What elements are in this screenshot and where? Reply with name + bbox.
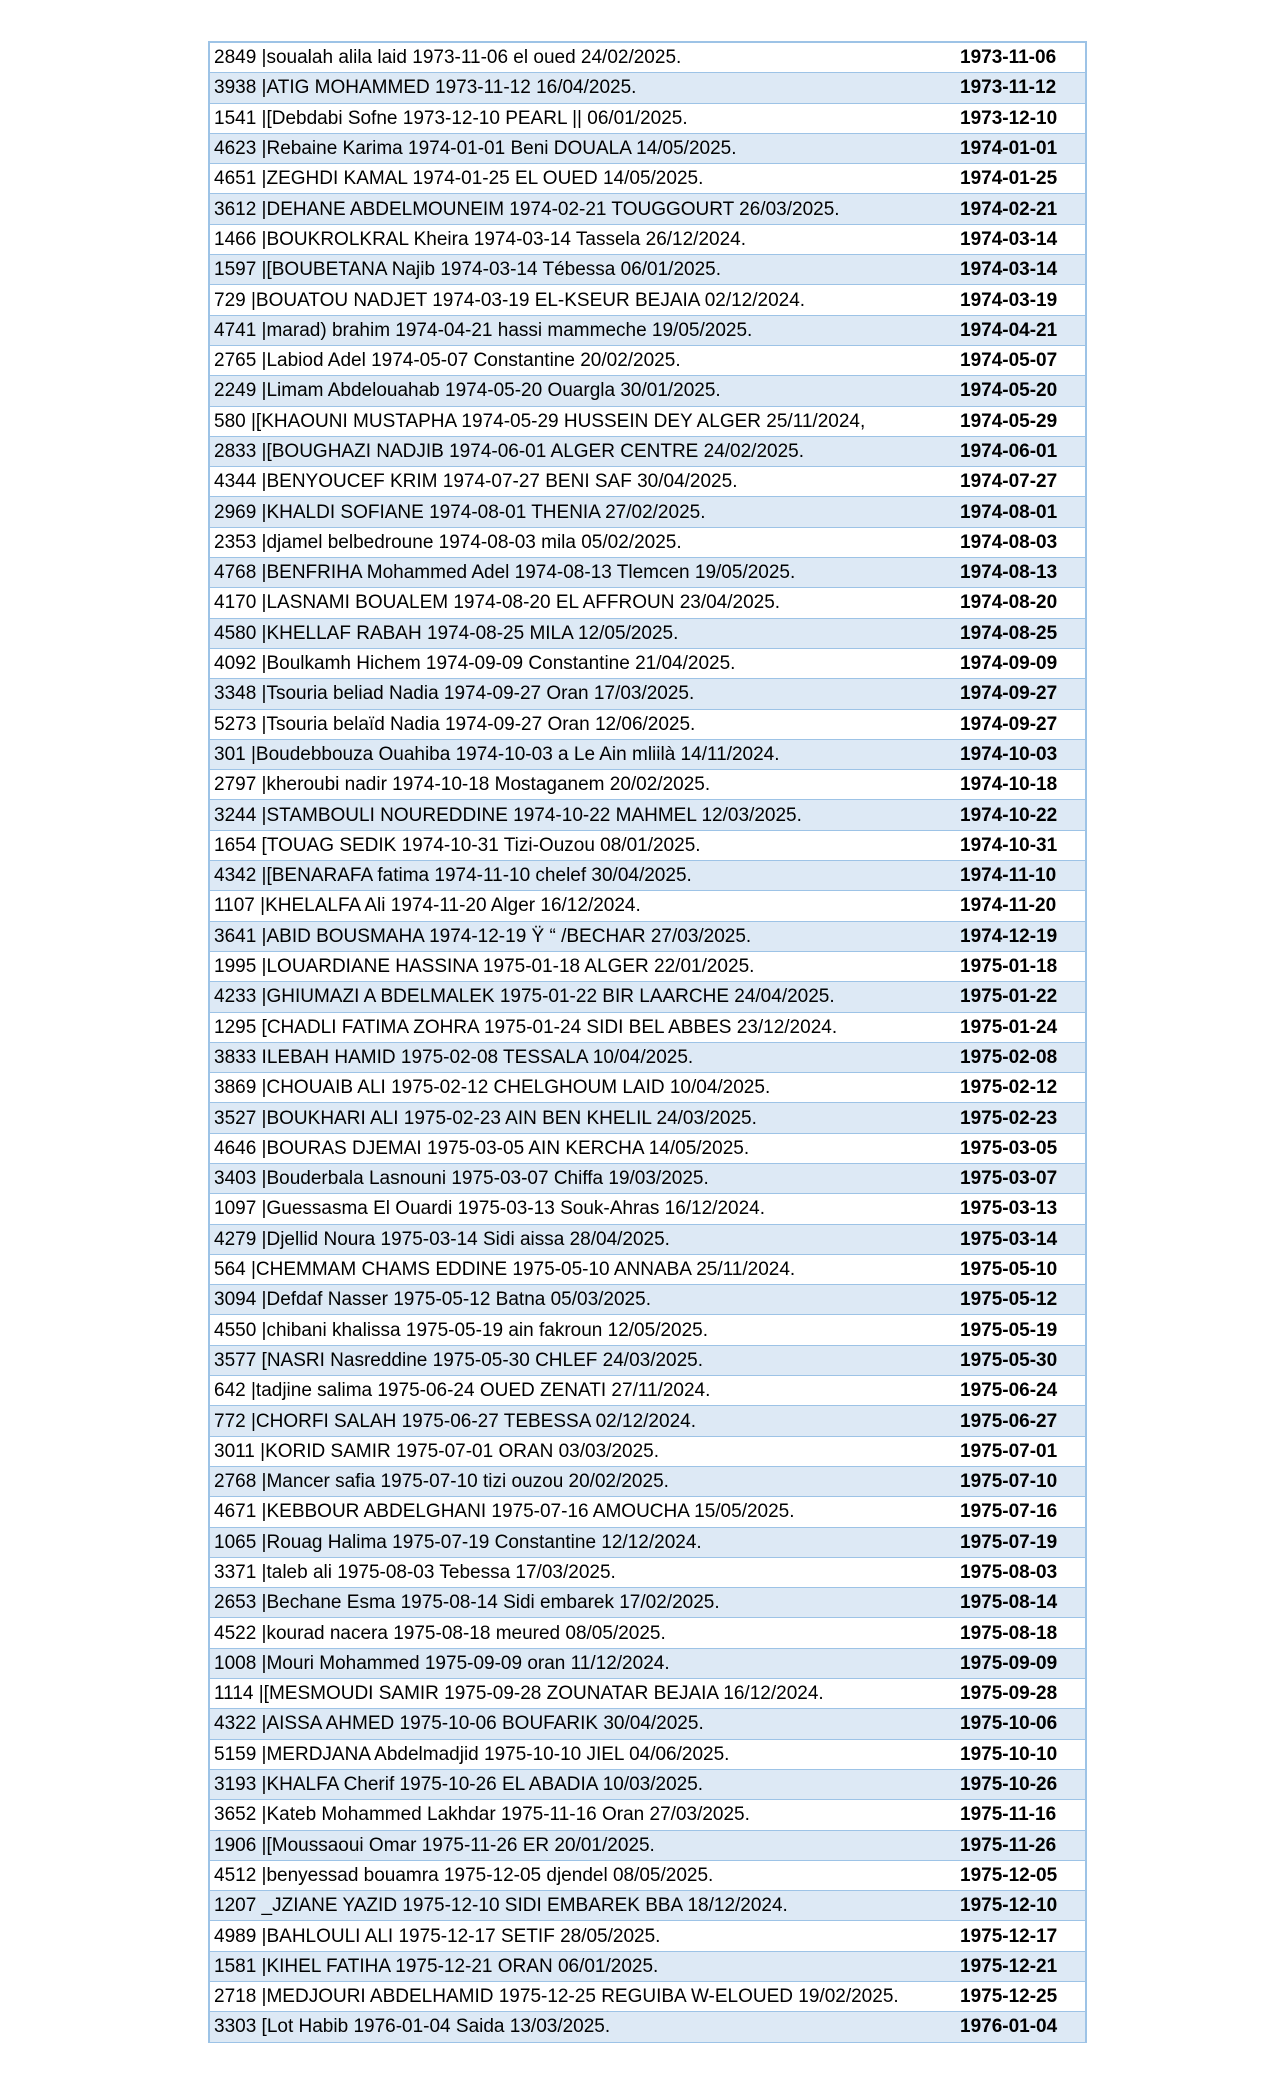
date-cell: 1973-11-12 xyxy=(954,73,1085,103)
date-cell: 1974-05-07 xyxy=(954,345,1085,375)
table-row xyxy=(210,1830,1085,1860)
record-cell: 4092 |Boulkamh Hichem 1974-09-09 Constantine 21/04/2025. xyxy=(210,648,954,678)
record-cell: 3869 |CHOUAIB ALI 1975-02-12 CHELGHOUM LAID 10/04/2025. xyxy=(210,1073,954,1103)
table-row xyxy=(210,921,1085,951)
record-cell: 4741 |marad) brahim 1974-04-21 hassi mammeche 19/05/2025. xyxy=(210,315,954,345)
record-cell: 2849 |soualah alila laid 1973-11-06 el oued 24/02/2025. xyxy=(210,43,954,73)
date-cell: 1975-12-25 xyxy=(954,1982,1085,2012)
record-cell: 5159 |MERDJANA Abdelmadjid 1975-10-10 JIEL 04/06/2025. xyxy=(210,1739,954,1769)
date-cell: 1975-01-22 xyxy=(954,982,1085,1012)
table-row xyxy=(210,1073,1085,1103)
date-cell: 1975-06-24 xyxy=(954,1376,1085,1406)
table-row xyxy=(210,648,1085,678)
record-cell: 1466 |BOUKROLKRAL Kheira 1974-03-14 Tassela 26/12/2024. xyxy=(210,224,954,254)
record-cell: 1906 |[Moussaoui Omar 1975-11-26 ER 20/01/2025. xyxy=(210,1830,954,1860)
record-cell: 1597 |[BOUBETANA Najib 1974-03-14 Tébessa 06/01/2025. xyxy=(210,255,954,285)
record-cell: 2797 |kheroubi nadir 1974-10-18 Mostaganem 20/02/2025. xyxy=(210,770,954,800)
record-cell: 3833 ILEBAH HAMID 1975-02-08 TESSALA 10/04/2025. xyxy=(210,1042,954,1072)
record-cell: 4671 |KEBBOUR ABDELGHANI 1975-07-16 AMOUCHA 15/05/2025. xyxy=(210,1497,954,1527)
record-cell: 1207 _JZIANE YAZID 1975-12-10 SIDI EMBAREK BBA 18/12/2024. xyxy=(210,1891,954,1921)
date-cell: 1974-08-20 xyxy=(954,588,1085,618)
table-row xyxy=(210,1497,1085,1527)
date-cell: 1975-02-23 xyxy=(954,1103,1085,1133)
record-cell: 1654 [TOUAG SEDIK 1974-10-31 Tizi-Ouzou 08/01/2025. xyxy=(210,830,954,860)
date-cell: 1974-01-25 xyxy=(954,164,1085,194)
table-row xyxy=(210,133,1085,163)
table-row xyxy=(210,1800,1085,1830)
record-cell: 1008 |Mouri Mohammed 1975-09-09 oran 11/12/2024. xyxy=(210,1648,954,1678)
date-cell: 1973-12-10 xyxy=(954,103,1085,133)
table-row xyxy=(210,1891,1085,1921)
date-cell: 1974-09-27 xyxy=(954,709,1085,739)
record-cell: 4623 |Rebaine Karima 1974-01-01 Beni DOUALA 14/05/2025. xyxy=(210,133,954,163)
record-cell: 4768 |BENFRIHA Mohammed Adel 1974-08-13 Tlemcen 19/05/2025. xyxy=(210,558,954,588)
record-cell: 2765 |Labiod Adel 1974-05-07 Constantine 20/02/2025. xyxy=(210,345,954,375)
date-cell: 1975-12-21 xyxy=(954,1951,1085,1981)
date-cell: 1974-08-25 xyxy=(954,618,1085,648)
table-row xyxy=(210,1679,1085,1709)
date-cell: 1974-09-09 xyxy=(954,648,1085,678)
table-row xyxy=(210,1527,1085,1557)
record-cell: 1581 |KIHEL FATIHA 1975-12-21 ORAN 06/01/2025. xyxy=(210,1951,954,1981)
record-cell: 1114 |[MESMOUDI SAMIR 1975-09-28 ZOUNATAR BEJAIA 16/12/2024. xyxy=(210,1679,954,1709)
table-row xyxy=(210,1951,1085,1981)
date-cell: 1975-07-19 xyxy=(954,1527,1085,1557)
table-row xyxy=(210,558,1085,588)
date-cell: 1974-11-10 xyxy=(954,861,1085,891)
record-cell: 3011 |KORID SAMIR 1975-07-01 ORAN 03/03/2025. xyxy=(210,1436,954,1466)
records-sheet xyxy=(208,41,1087,2043)
record-cell: 4550 |chibani khalissa 1975-05-19 ain fakroun 12/05/2025. xyxy=(210,1315,954,1345)
table-row xyxy=(210,1224,1085,1254)
record-cell: 5273 |Tsouria belaïd Nadia 1974-09-27 Oran 12/06/2025. xyxy=(210,709,954,739)
table-row xyxy=(210,315,1085,345)
date-cell: 1975-07-10 xyxy=(954,1466,1085,1496)
date-cell: 1974-08-13 xyxy=(954,558,1085,588)
date-cell: 1974-11-20 xyxy=(954,891,1085,921)
table-row xyxy=(210,861,1085,891)
date-cell: 1975-09-28 xyxy=(954,1679,1085,1709)
record-cell: 3612 |DEHANE ABDELMOUNEIM 1974-02-21 TOUGGOURT 26/03/2025. xyxy=(210,194,954,224)
table-row xyxy=(210,1739,1085,1769)
record-cell: 3193 |KHALFA Cherif 1975-10-26 EL ABADIA 10/03/2025. xyxy=(210,1769,954,1799)
record-cell: 4512 |benyessad bouamra 1975-12-05 djendel 08/05/2025. xyxy=(210,1860,954,1890)
date-cell: 1974-10-31 xyxy=(954,830,1085,860)
records-table xyxy=(210,43,1085,2043)
record-cell: 3348 |Tsouria beliad Nadia 1974-09-27 Oran 17/03/2025. xyxy=(210,679,954,709)
date-cell: 1974-10-22 xyxy=(954,800,1085,830)
date-cell: 1975-11-26 xyxy=(954,1830,1085,1860)
date-cell: 1975-10-06 xyxy=(954,1709,1085,1739)
record-cell: 4342 |[BENARAFA fatima 1974-11-10 chelef 30/04/2025. xyxy=(210,861,954,891)
record-cell: 1107 |KHELALFA Ali 1974-11-20 Alger 16/12/2024. xyxy=(210,891,954,921)
table-row xyxy=(210,497,1085,527)
date-cell: 1974-10-18 xyxy=(954,770,1085,800)
record-cell: 4322 |AISSA AHMED 1975-10-06 BOUFARIK 30/04/2025. xyxy=(210,1709,954,1739)
date-cell: 1975-07-01 xyxy=(954,1436,1085,1466)
date-cell: 1974-08-01 xyxy=(954,497,1085,527)
record-cell: 2833 |[BOUGHAZI NADJIB 1974-06-01 ALGER CENTRE 24/02/2025. xyxy=(210,436,954,466)
table-row xyxy=(210,739,1085,769)
record-cell: 3527 |BOUKHARI ALI 1975-02-23 AIN BEN KHELIL 24/03/2025. xyxy=(210,1103,954,1133)
table-row xyxy=(210,345,1085,375)
record-cell: 4233 |GHIUMAZI A BDELMALEK 1975-01-22 BIR LAARCHE 24/04/2025. xyxy=(210,982,954,1012)
table-row xyxy=(210,255,1085,285)
table-row xyxy=(210,1466,1085,1496)
record-cell: 3303 [Lot Habib 1976-01-04 Saida 13/03/2025. xyxy=(210,2012,954,2042)
table-row xyxy=(210,103,1085,133)
date-cell: 1974-09-27 xyxy=(954,679,1085,709)
table-row xyxy=(210,830,1085,860)
record-cell: 3641 |ABID BOUSMAHA 1974-12-19 Ÿ “ /BECHAR 27/03/2025. xyxy=(210,921,954,951)
record-cell: 4344 |BENYOUCEF KRIM 1974-07-27 BENI SAF 30/04/2025. xyxy=(210,467,954,497)
table-row xyxy=(210,951,1085,981)
table-row xyxy=(210,376,1085,406)
date-cell: 1975-11-16 xyxy=(954,1800,1085,1830)
date-cell: 1974-03-14 xyxy=(954,255,1085,285)
table-row xyxy=(210,1588,1085,1618)
table-row xyxy=(210,2012,1085,2042)
table-row xyxy=(210,527,1085,557)
table-row xyxy=(210,1194,1085,1224)
record-cell: 1065 |Rouag Halima 1975-07-19 Constantine 12/12/2024. xyxy=(210,1527,954,1557)
table-row xyxy=(210,1345,1085,1375)
record-cell: 3938 |ATIG MOHAMMED 1973-11-12 16/04/2025. xyxy=(210,73,954,103)
date-cell: 1974-12-19 xyxy=(954,921,1085,951)
date-cell: 1975-01-24 xyxy=(954,1012,1085,1042)
table-row xyxy=(210,194,1085,224)
date-cell: 1975-12-10 xyxy=(954,1891,1085,1921)
record-cell: 1295 [CHADLI FATIMA ZOHRA 1975-01-24 SIDI BEL ABBES 23/12/2024. xyxy=(210,1012,954,1042)
date-cell: 1974-02-21 xyxy=(954,194,1085,224)
date-cell: 1975-07-16 xyxy=(954,1497,1085,1527)
record-cell: 729 |BOUATOU NADJET 1974-03-19 EL-KSEUR BEJAIA 02/12/2024. xyxy=(210,285,954,315)
record-cell: 642 |tadjine salima 1975-06-24 OUED ZENATI 27/11/2024. xyxy=(210,1376,954,1406)
record-cell: 1541 |[Debdabi Sofne 1973-12-10 PEARL || 06/01/2025. xyxy=(210,103,954,133)
table-row xyxy=(210,891,1085,921)
record-cell: 2969 |KHALDI SOFIANE 1974-08-01 THENIA 27/02/2025. xyxy=(210,497,954,527)
date-cell: 1974-06-01 xyxy=(954,436,1085,466)
record-cell: 3403 |Bouderbala Lasnouni 1975-03-07 Chiffa 19/03/2025. xyxy=(210,1163,954,1193)
date-cell: 1975-03-13 xyxy=(954,1194,1085,1224)
record-cell: 1097 |Guessasma El Ouardi 1975-03-13 Souk-Ahras 16/12/2024. xyxy=(210,1194,954,1224)
date-cell: 1975-10-26 xyxy=(954,1769,1085,1799)
date-cell: 1975-03-14 xyxy=(954,1224,1085,1254)
table-row xyxy=(210,1436,1085,1466)
table-row xyxy=(210,1982,1085,2012)
record-cell: 4279 |Djellid Noura 1975-03-14 Sidi aissa 28/04/2025. xyxy=(210,1224,954,1254)
table-row xyxy=(210,43,1085,73)
table-row xyxy=(210,1769,1085,1799)
table-row xyxy=(210,1163,1085,1193)
date-cell: 1974-08-03 xyxy=(954,527,1085,557)
record-cell: 4989 |BAHLOULI ALI 1975-12-17 SETIF 28/05/2025. xyxy=(210,1921,954,1951)
table-row xyxy=(210,467,1085,497)
table-row xyxy=(210,588,1085,618)
record-cell: 3244 |STAMBOULI NOUREDDINE 1974-10-22 MAHMEL 12/03/2025. xyxy=(210,800,954,830)
record-cell: 3577 [NASRI Nasreddine 1975-05-30 CHLEF 24/03/2025. xyxy=(210,1345,954,1375)
table-row xyxy=(210,709,1085,739)
date-cell: 1975-01-18 xyxy=(954,951,1085,981)
table-row xyxy=(210,436,1085,466)
table-row xyxy=(210,224,1085,254)
record-cell: 2249 |Limam Abdelouahab 1974-05-20 Ouargla 30/01/2025. xyxy=(210,376,954,406)
table-row xyxy=(210,1860,1085,1890)
table-row xyxy=(210,800,1085,830)
table-row xyxy=(210,770,1085,800)
date-cell: 1975-05-10 xyxy=(954,1254,1085,1284)
table-row xyxy=(210,1557,1085,1587)
table-row xyxy=(210,1103,1085,1133)
table-row xyxy=(210,1648,1085,1678)
date-cell: 1974-10-03 xyxy=(954,739,1085,769)
date-cell: 1975-09-09 xyxy=(954,1648,1085,1678)
record-cell: 2353 |djamel belbedroune 1974-08-03 mila 05/02/2025. xyxy=(210,527,954,557)
table-row xyxy=(210,1012,1085,1042)
records-table-body xyxy=(210,43,1085,2042)
record-cell: 2768 |Mancer safia 1975-07-10 tizi ouzou 20/02/2025. xyxy=(210,1466,954,1496)
table-row xyxy=(210,1133,1085,1163)
table-row xyxy=(210,1315,1085,1345)
date-cell: 1975-10-10 xyxy=(954,1739,1085,1769)
record-cell: 1995 |LOUARDIANE HASSINA 1975-01-18 ALGER 22/01/2025. xyxy=(210,951,954,981)
date-cell: 1973-11-06 xyxy=(954,43,1085,73)
date-cell: 1975-08-03 xyxy=(954,1557,1085,1587)
record-cell: 2718 |MEDJOURI ABDELHAMID 1975-12-25 REGUIBA W-ELOUED 19/02/2025. xyxy=(210,1982,954,2012)
record-cell: 3652 |Kateb Mohammed Lakhdar 1975-11-16 Oran 27/03/2025. xyxy=(210,1800,954,1830)
table-row xyxy=(210,73,1085,103)
record-cell: 4580 |KHELLAF RABAH 1974-08-25 MILA 12/05/2025. xyxy=(210,618,954,648)
table-row xyxy=(210,406,1085,436)
table-row xyxy=(210,285,1085,315)
record-cell: 564 |CHEMMAM CHAMS EDDINE 1975-05-10 ANNABA 25/11/2024. xyxy=(210,1254,954,1284)
date-cell: 1974-07-27 xyxy=(954,467,1085,497)
record-cell: 4651 |ZEGHDI KAMAL 1974-01-25 EL OUED 14/05/2025. xyxy=(210,164,954,194)
date-cell: 1975-12-05 xyxy=(954,1860,1085,1890)
table-row xyxy=(210,1254,1085,1284)
date-cell: 1974-04-21 xyxy=(954,315,1085,345)
date-cell: 1974-03-14 xyxy=(954,224,1085,254)
table-row xyxy=(210,1618,1085,1648)
date-cell: 1976-01-04 xyxy=(954,2012,1085,2042)
date-cell: 1975-02-12 xyxy=(954,1073,1085,1103)
record-cell: 4522 |kourad nacera 1975-08-18 meured 08/05/2025. xyxy=(210,1618,954,1648)
table-row xyxy=(210,1285,1085,1315)
date-cell: 1975-02-08 xyxy=(954,1042,1085,1072)
record-cell: 580 |[KHAOUNI MUSTAPHA 1974-05-29 HUSSEIN DEY ALGER 25/11/2024, xyxy=(210,406,954,436)
table-row xyxy=(210,618,1085,648)
table-row xyxy=(210,1376,1085,1406)
record-cell: 3371 |taleb ali 1975-08-03 Tebessa 17/03/2025. xyxy=(210,1557,954,1587)
date-cell: 1975-03-05 xyxy=(954,1133,1085,1163)
date-cell: 1974-05-20 xyxy=(954,376,1085,406)
date-cell: 1974-05-29 xyxy=(954,406,1085,436)
date-cell: 1975-08-18 xyxy=(954,1618,1085,1648)
record-cell: 3094 |Defdaf Nasser 1975-05-12 Batna 05/03/2025. xyxy=(210,1285,954,1315)
table-row xyxy=(210,1406,1085,1436)
table-row xyxy=(210,1042,1085,1072)
date-cell: 1975-05-19 xyxy=(954,1315,1085,1345)
date-cell: 1975-05-12 xyxy=(954,1285,1085,1315)
record-cell: 4646 |BOURAS DJEMAI 1975-03-05 AIN KERCHA 14/05/2025. xyxy=(210,1133,954,1163)
record-cell: 4170 |LASNAMI BOUALEM 1974-08-20 EL AFFROUN 23/04/2025. xyxy=(210,588,954,618)
date-cell: 1975-12-17 xyxy=(954,1921,1085,1951)
date-cell: 1974-03-19 xyxy=(954,285,1085,315)
record-cell: 772 |CHORFI SALAH 1975-06-27 TEBESSA 02/12/2024. xyxy=(210,1406,954,1436)
table-row xyxy=(210,982,1085,1012)
table-row xyxy=(210,164,1085,194)
record-cell: 2653 |Bechane Esma 1975-08-14 Sidi embarek 17/02/2025. xyxy=(210,1588,954,1618)
date-cell: 1975-03-07 xyxy=(954,1163,1085,1193)
date-cell: 1974-01-01 xyxy=(954,133,1085,163)
date-cell: 1975-08-14 xyxy=(954,1588,1085,1618)
table-row xyxy=(210,1921,1085,1951)
date-cell: 1975-05-30 xyxy=(954,1345,1085,1375)
date-cell: 1975-06-27 xyxy=(954,1406,1085,1436)
record-cell: 301 |Boudebbouza Ouahiba 1974-10-03 a Le Ain mliilà 14/11/2024. xyxy=(210,739,954,769)
table-row xyxy=(210,1709,1085,1739)
table-row xyxy=(210,679,1085,709)
